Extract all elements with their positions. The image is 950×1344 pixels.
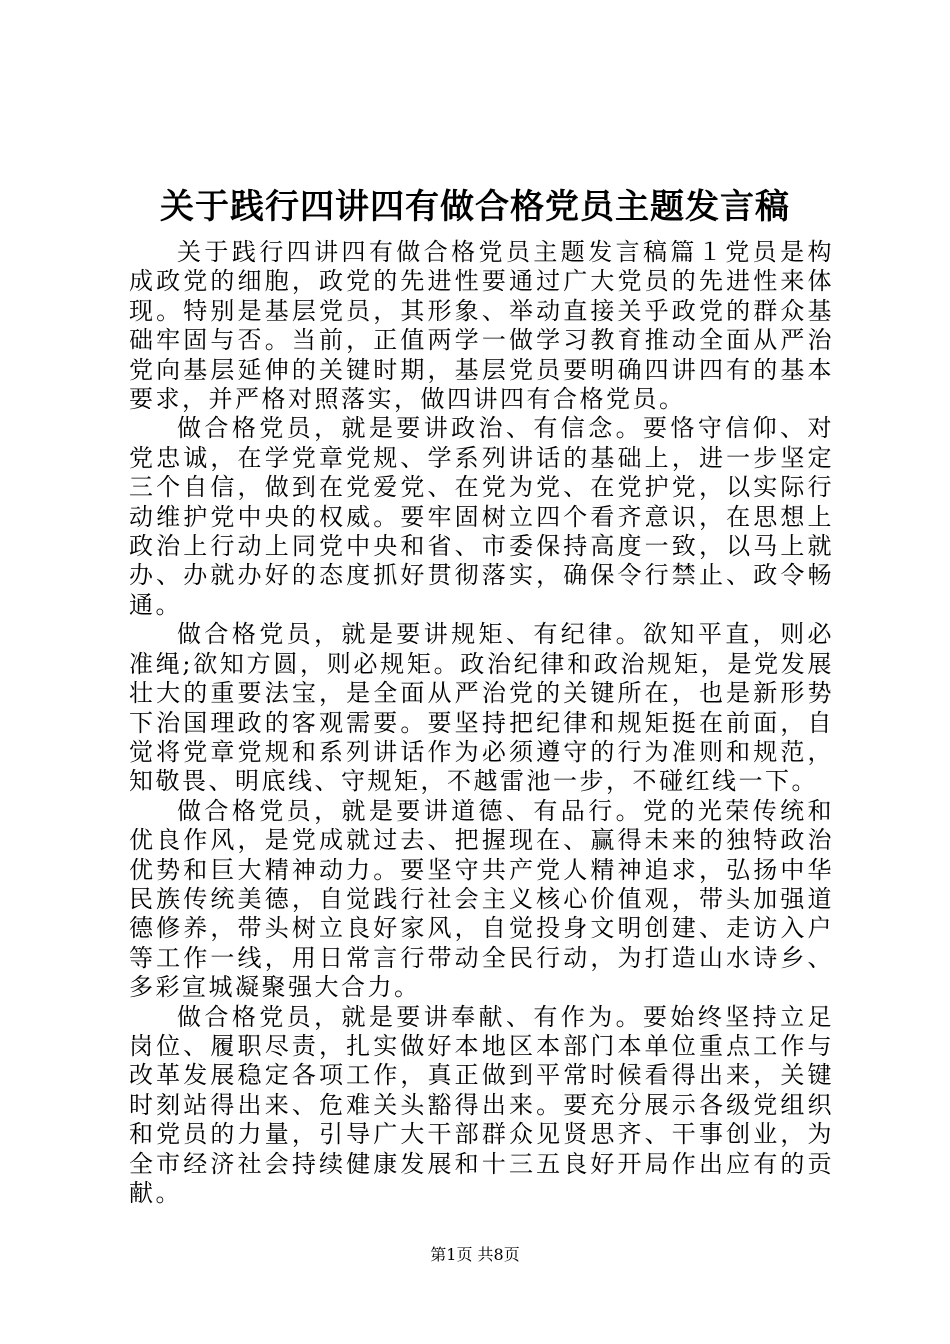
document-title: 关于践行四讲四有做合格党员主题发言稿 xyxy=(160,187,790,227)
paragraph-dedication: 做合格党员，就是要讲奉献、有作为。要始终坚持立足岗位、履职尽责，扎实做好本地区本部门本单位重点工作与改革发展稳定各项工作，真正做到平常时候看得出来，关键时刻站得出来、危难关头豁得出来。要充分展示各级党组织和党员的力量，引导广大干部群众见贤思齐、干事创业，为全市经济社会持续健康发展和十三五良好开局作出应有的贡献。 xyxy=(129,1002,834,1207)
paragraph-discipline: 做合格党员，就是要讲规矩、有纪律。欲知平直，则必准绳;欲知方圆，则必规矩。政治纪律和政治规矩，是党发展壮大的重要法宝，是全面从严治党的关键所在，也是新形势下治国理政的客观需要。要坚持把纪律和规矩挺在前面，自觉将党章党规和系列讲话作为必须遵守的行为准则和规范，知敬畏、明底线、守规矩，不越雷池一步，不碰红线一下。 xyxy=(129,620,834,796)
page-number-footer: 第1页 共8页 xyxy=(430,1245,520,1264)
paragraph-intro: 关于践行四讲四有做合格党员主题发言稿篇１党员是构成政党的细胞，政党的先进性要通过广大党员的先进性来体现。特别是基层党员，其形象、举动直接关乎政党的群众基础牢固与否。当前，正值两学一做学习教育推动全面从严治党向基层延伸的关键时期，基层党员要明确四讲四有的基本要求，并严格对照落实，做四讲四有合格党员。 xyxy=(129,238,834,414)
paragraph-morality: 做合格党员，就是要讲道德、有品行。党的光荣传统和优良作风，是党成就过去、把握现在、赢得未来的独特政治优势和巨大精神动力。要坚守共产党人精神追求，弘扬中华民族传统美德，自觉践行社会主义核心价值观，带头加强道德修养，带头树立良好家风，自觉投身文明创建、走访入户等工作一线，用日常言行带动全民行动，为打造山水诗乡、多彩宣城凝聚强大合力。 xyxy=(129,796,834,1002)
document-body xyxy=(129,238,834,1208)
paragraph-politics: 做合格党员，就是要讲政治、有信念。要恪守信仰、对党忠诚，在学党章党规、学系列讲话的基础上，进一步坚定三个自信，做到在党爱党、在党为党、在党护党，以实际行动维护党中央的权威。要牢固树立四个看齐意识，在思想上政治上行动上同党中央和省、市委保持高度一致，以马上就办、办就办好的态度抓好贯彻落实，确保令行禁止、政令畅通。 xyxy=(129,414,834,619)
